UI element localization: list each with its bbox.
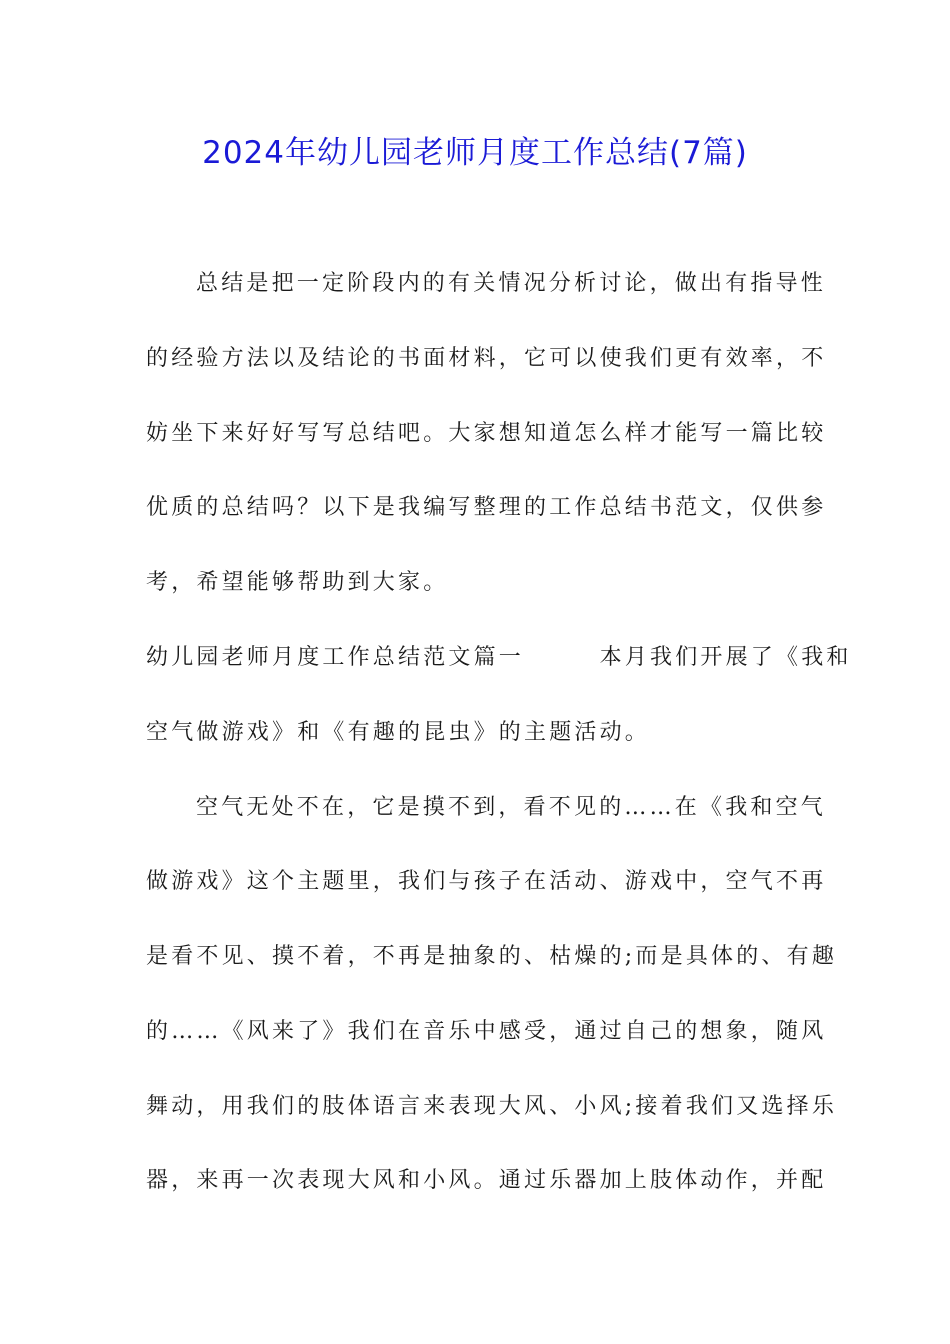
section-heading-line: 幼儿园老师月度工作总结范文篇一 本月我们开展了《我和 — [146, 645, 852, 670]
body-line: 空气做游戏》和《有趣的昆虫》的主题活动。 — [146, 720, 651, 745]
body-line: 考，希望能够帮助到大家。 — [146, 570, 449, 595]
body-line: 做游戏》这个主题里，我们与孩子在活动、游戏中，空气不再 — [146, 869, 827, 894]
body-line: 是看不见、摸不着，不再是抽象的、枯燥的;而是具体的、有趣 — [146, 944, 838, 969]
body-line: 的经验方法以及结论的书面材料，它可以使我们更有效率，不 — [146, 346, 827, 371]
body-line: 优质的总结吗？以下是我编写整理的工作总结书范文，仅供参 — [146, 495, 827, 520]
body-line: 妨坐下来好好写写总结吧。大家想知道怎么样才能写一篇比较 — [146, 421, 827, 446]
body-line: 舞动，用我们的肢体语言来表现大风、小风;接着我们又选择乐 — [146, 1094, 838, 1119]
body-line: 的……《风来了》我们在音乐中感受，通过自己的想象，随风 — [146, 1019, 827, 1044]
body-line: 器，来再一次表现大风和小风。通过乐器加上肢体动作，并配 — [146, 1168, 827, 1193]
document-title: 2024年幼儿园老师月度工作总结(7篇) — [202, 135, 748, 171]
body-line: 空气无处不在，它是摸不到，看不见的……在《我和空气 — [196, 795, 827, 820]
body-line: 总结是把一定阶段内的有关情况分析讨论，做出有指导性 — [196, 271, 827, 296]
